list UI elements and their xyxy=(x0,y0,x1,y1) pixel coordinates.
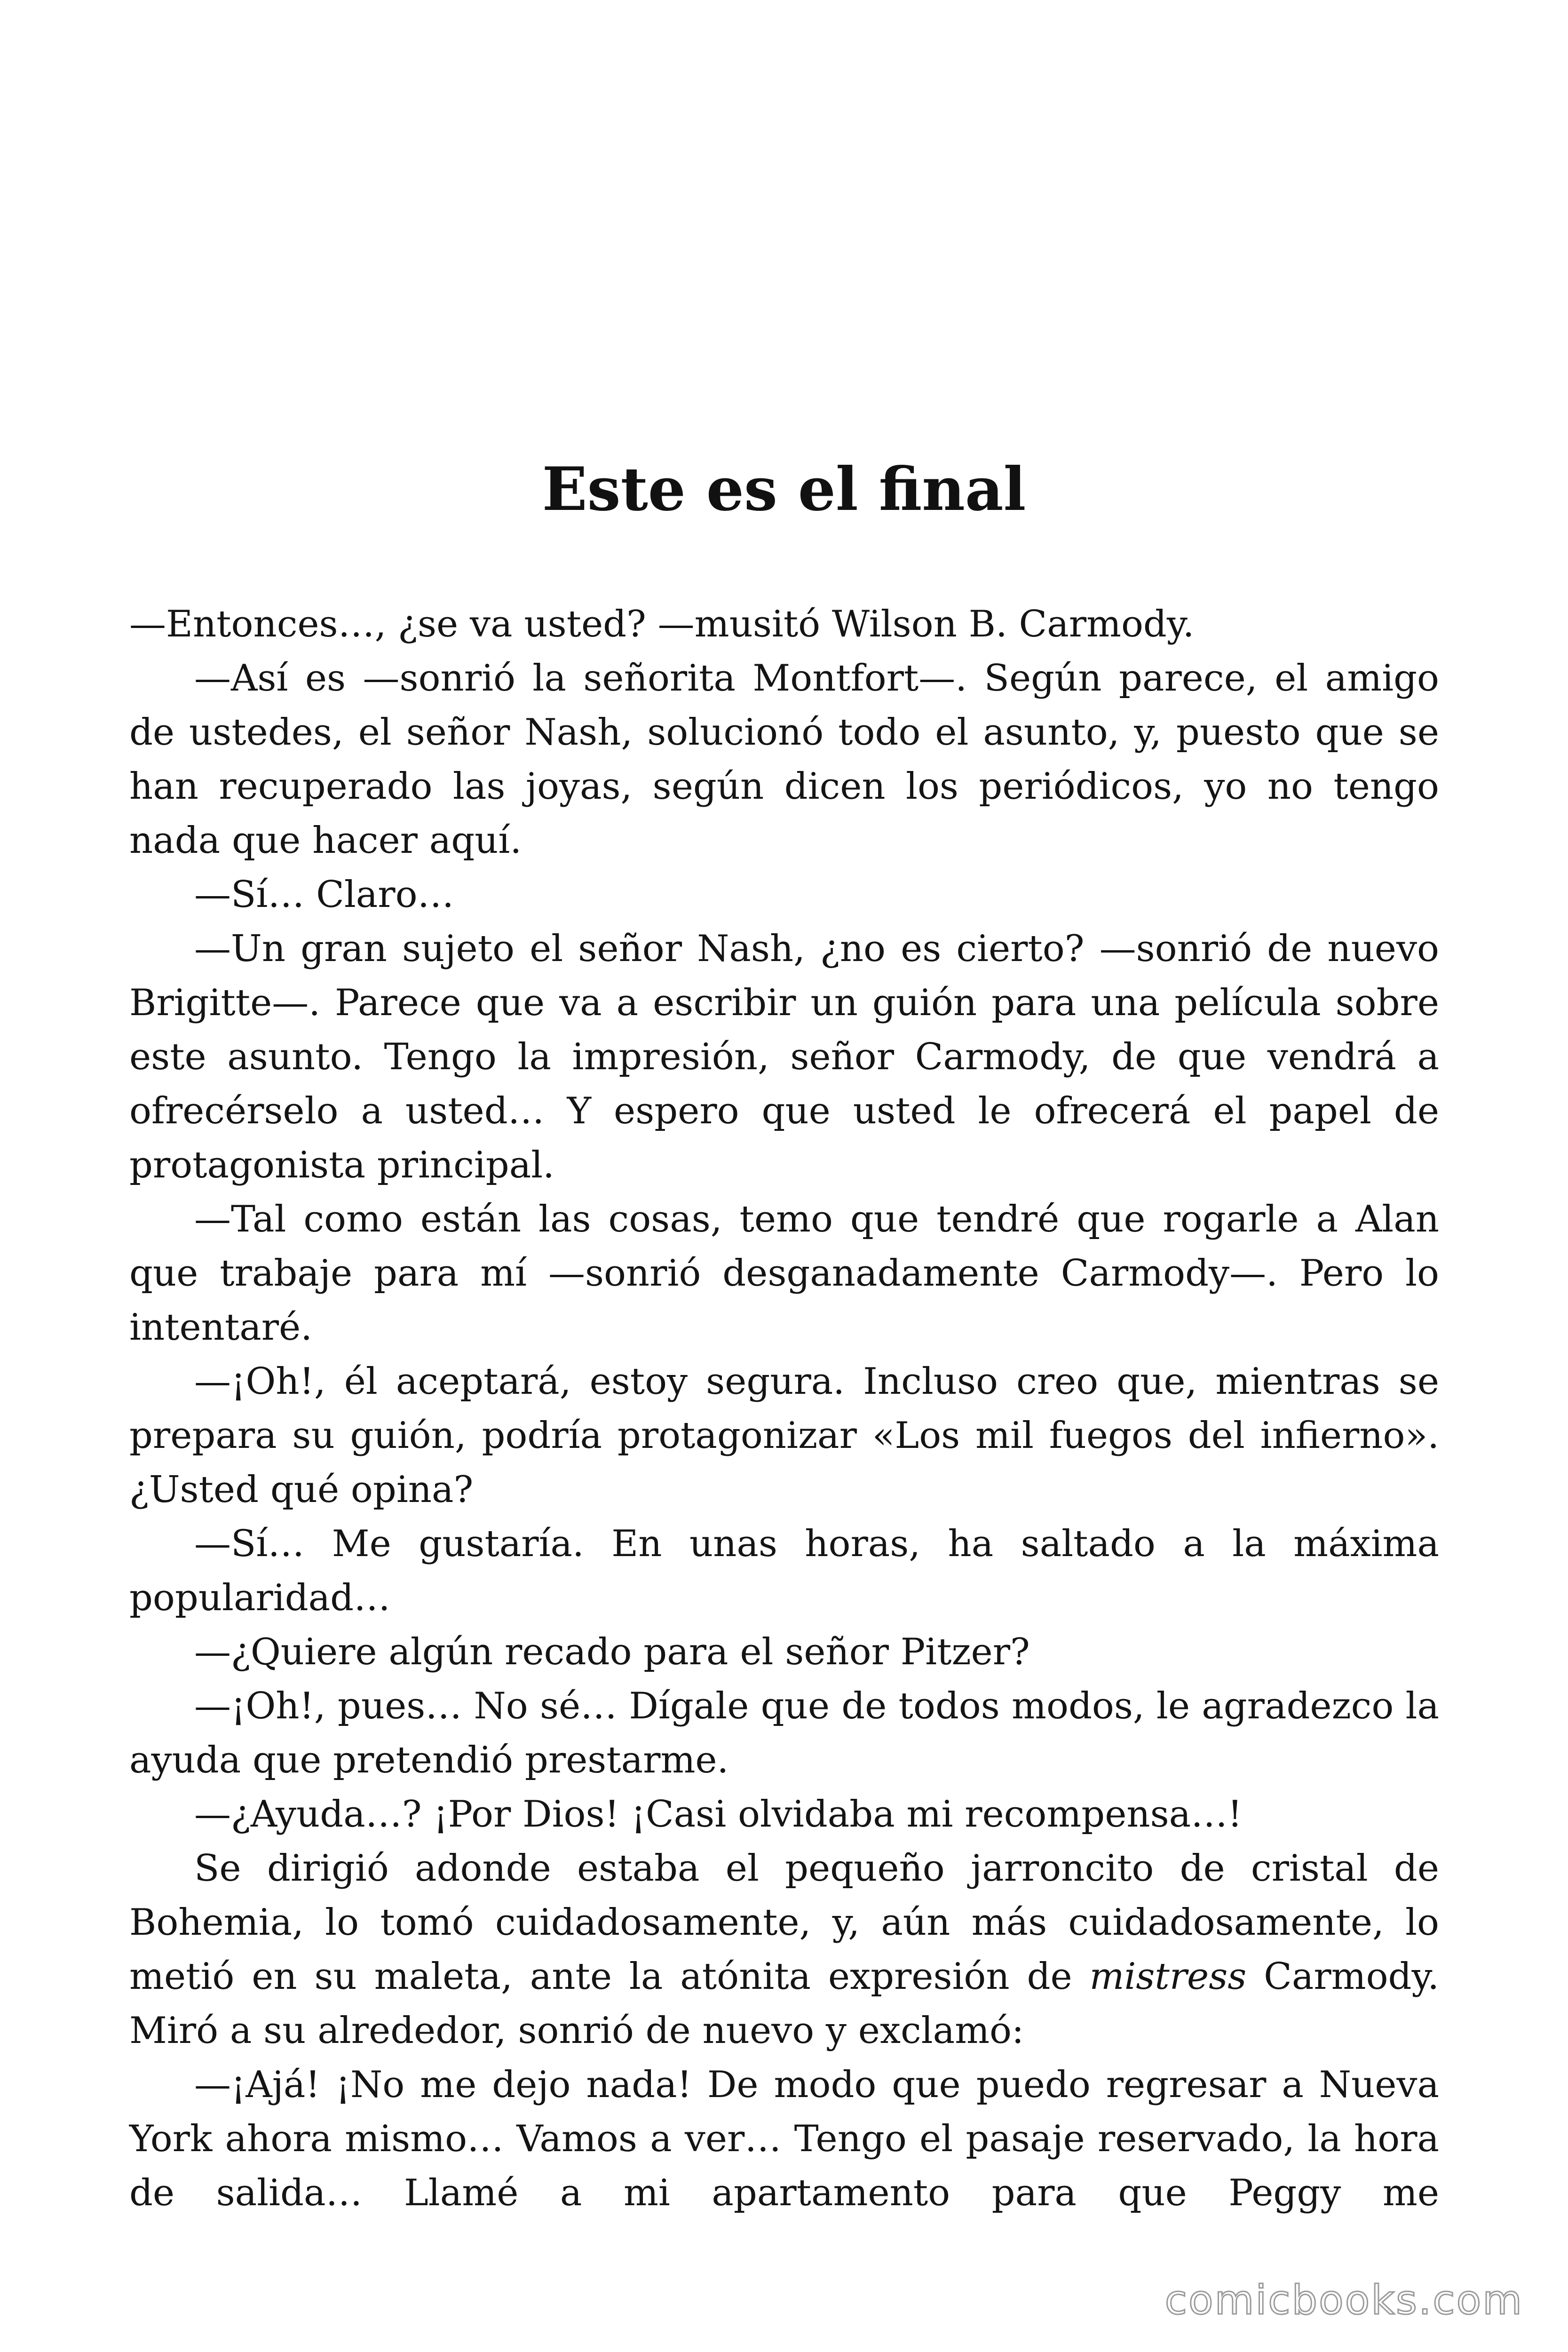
italic-word: mistress xyxy=(1089,1955,1247,1998)
paragraph-3: —Sí… Claro… xyxy=(194,874,454,916)
paragraph-1: —Entonces…, ¿se va usted? —musitó Wilson B. Carmody. xyxy=(129,603,1195,645)
watermark-logo: comicbooks.com xyxy=(1164,2277,1523,2324)
paragraph-2: —Así es —sonrió la señorita Montfort—. Según parece, el amigo de ustedes, el señor Nash, solucionó todo el asunto, y, puesto que se han recuperado las joyas, según dicen los periódicos, yo no tengo nada que hacer aquí. xyxy=(129,657,1439,862)
paragraph-11 xyxy=(129,1842,1439,2058)
chapter-title: Este es el final xyxy=(542,454,1026,524)
paragraph-11-text-before: Se dirigió adonde estaba el pequeño jarroncito de cristal de Bohemia, lo tomó cuidadosamente, y, aún más cuidadosamente, lo metió en su maleta, ante la atónita expresión de xyxy=(129,1847,1439,1998)
paragraph-6: —¡Oh!, él aceptará, estoy segura. Incluso creo que, mientras se prepara su guión, podría protagonizar «Los mil fuegos del infierno». ¿Usted qué opina? xyxy=(129,1360,1439,1511)
paragraph-12: —¡Ajá! ¡No me dejo nada! De modo que puedo regresar a Nueva York ahora mismo… Vamos a ver… Tengo el pasaje reservado, la hora de salida… Llamé a mi apartamento para que Peggy me xyxy=(129,2064,1439,2214)
paragraph-4: —Un gran sujeto el señor Nash, ¿no es cierto? —sonrió de nuevo Brigitte—. Parece que va a escribir un guión para una película sobre este asunto. Tengo la impresión, señor Carmody, de que vendrá a ofrecérselo a usted… Y espero que usted le ofrecerá el papel de protagonista principal. xyxy=(129,928,1439,1186)
paragraph-9: —¡Oh!, pues… No sé… Dígale que de todos modos, le agradezco la ayuda que pretendió prestarme. xyxy=(129,1685,1439,1781)
paragraph-5: —Tal como están las cosas, temo que tendré que rogarle a Alan que trabaje para mí —sonrió desganadamente Carmody—. Pero lo intentaré. xyxy=(129,1198,1439,1349)
paragraph-10: —¿Ayuda…? ¡Por Dios! ¡Casi olvidaba mi recompensa…! xyxy=(194,1793,1243,1836)
paragraph-11-text-after: Carmody. Miró a su alrededor, sonrió de nuevo y exclamó: xyxy=(129,1955,1439,2052)
paragraph-8: —¿Quiere algún recado para el señor Pitzer? xyxy=(194,1631,1030,1673)
chapter-body xyxy=(129,597,1439,2220)
paragraph-7: —Sí… Me gustaría. En unas horas, ha saltado a la máxima popularidad… xyxy=(129,1523,1439,1619)
